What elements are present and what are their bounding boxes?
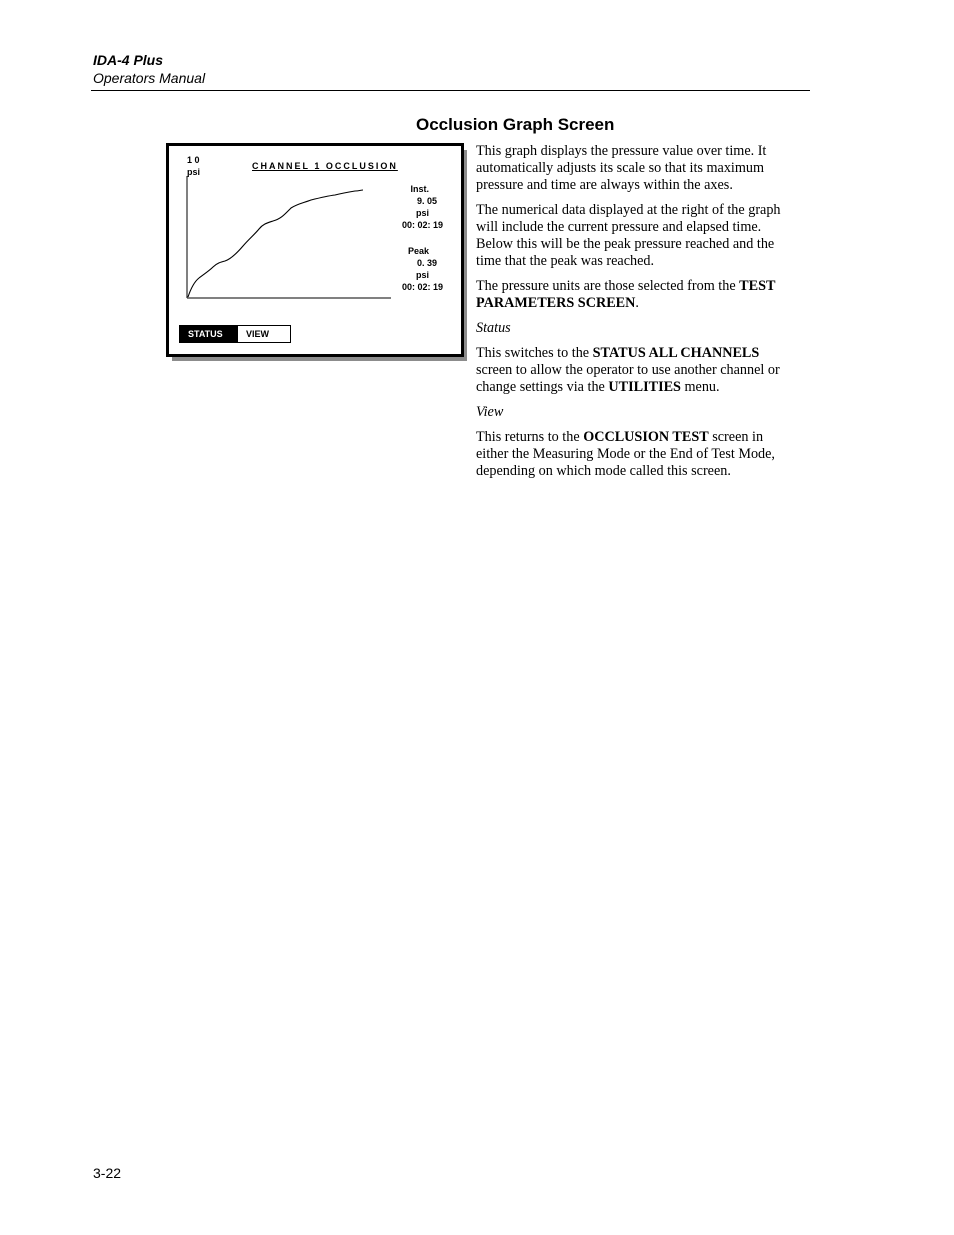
paragraph-status: This switches to the STATUS ALL CHANNELS screen to allow the operator to use another channel or change settings via the UTILITIES menu. — [476, 345, 780, 395]
header-title: IDA-4 Plus — [93, 52, 164, 68]
channel-title: CHANNEL 1 OCCLUSION — [252, 161, 398, 171]
page-number: 3-22 — [93, 1165, 122, 1181]
inst-time: 00: 02: 19 — [401, 220, 443, 230]
view-button[interactable]: VIEW — [238, 326, 290, 342]
section-title: Occlusion Graph Screen — [416, 115, 615, 134]
paragraph-units: The pressure units are those selected from the TEST PARAMETERS SCREEN. — [476, 278, 776, 311]
inst-value: 9. 05 — [416, 196, 437, 206]
inst-label: Inst. — [410, 184, 429, 194]
paragraph-numeric: The numerical data displayed at the right of the graph will include the current pressure and elapsed time. Below this will be the peak pressure reached and the time that the peak was reached. — [476, 202, 781, 269]
status-button[interactable]: STATUS — [180, 326, 238, 342]
paragraph-view: This returns to the OCCLUSION TEST screen in either the Measuring Mode or the End of Test Mode, depending on which mode called this screen. — [476, 429, 775, 479]
inst-unit: psi — [415, 208, 429, 218]
peak-label: Peak — [407, 246, 429, 256]
peak-readout — [379, 245, 443, 293]
header-rule — [91, 90, 810, 91]
scale-value: 1 0 — [187, 155, 200, 165]
body-text — [476, 143, 796, 488]
status-heading: Status — [476, 320, 511, 336]
occlusion-screen — [166, 143, 464, 357]
softkey-bar — [179, 325, 291, 343]
pressure-graph — [185, 176, 395, 301]
view-heading: View — [476, 404, 504, 420]
peak-time: 00: 02: 19 — [401, 282, 443, 292]
header-subtitle: Operators Manual — [93, 70, 206, 86]
inst-readout — [379, 183, 443, 231]
scale-unit: psi — [187, 167, 201, 177]
pressure-curve — [188, 190, 363, 297]
paragraph-graph: This graph displays the pressure value over time. It automatically adjusts its scale so that its maximum pressure and time are always within the axes. — [476, 143, 767, 193]
scale-label — [187, 154, 200, 178]
peak-value: 0. 39 — [416, 258, 437, 268]
peak-unit: psi — [415, 270, 429, 280]
